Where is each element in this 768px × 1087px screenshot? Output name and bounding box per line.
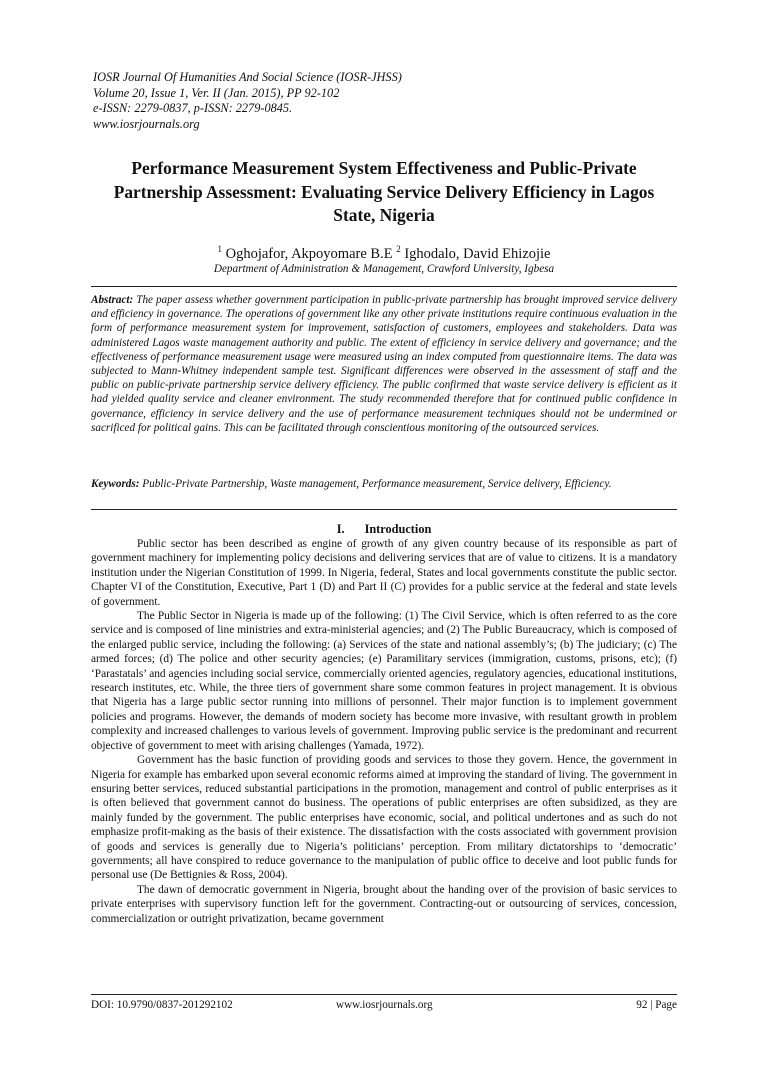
- abstract-top-rule: [91, 286, 677, 287]
- affiliation: Department of Administration & Management, Crawford University, Igbesa: [213, 263, 555, 275]
- author2-number: 2: [396, 244, 401, 254]
- abstract-bottom-rule: [91, 509, 677, 510]
- paragraph: The dawn of democratic government in Nigeria, brought about the handing over of the provision of basic services to private enterprises with supervisory function left for the government. Contracting-out or outsourcing of services, concession, commercialization or outright privatization, became government: [91, 883, 677, 925]
- abstract-label: Abstract:: [91, 294, 134, 306]
- journal-volume: Volume 20, Issue 1, Ver. II (Jan. 2015), PP 92-102: [93, 85, 340, 100]
- keywords-text: Public-Private Partnership, Waste management, Performance measurement, Service delivery, Efficiency.: [142, 478, 612, 490]
- keywords: [91, 477, 677, 491]
- footer-site[interactable]: www.iosrjournals.org: [336, 999, 433, 1011]
- section-heading: [91, 522, 677, 537]
- author2-name: Ighodalo, David Ehizojie: [404, 246, 551, 262]
- keywords-label: Keywords:: [91, 478, 140, 490]
- footer-page-number: 92 | Page: [636, 999, 677, 1011]
- paper-title: Performance Measurement System Effectiveness and Public-Private Partnership Assessment: Evaluating Service Delivery Efficiency in Lagos State, Nigeria: [113, 158, 655, 225]
- journal-issn: e-ISSN: 2279-0837, p-ISSN: 2279-0845.: [93, 101, 293, 115]
- footer-doi[interactable]: DOI: 10.9790/0837-201292102: [91, 999, 233, 1011]
- abstract: [91, 293, 677, 435]
- section-title: Introduction: [364, 522, 432, 536]
- author1-number: 1: [217, 244, 222, 254]
- author1-name: Oghojafor, Akpoyomare B.E: [225, 246, 393, 262]
- author-list: [100, 240, 668, 263]
- paragraph: Public sector has been described as engine of growth of any given country because of its responsible as part of government machinery for implementing policy decisions and delivering services that are of value to citizens. It is a mandatory institution under the Nigerian Constitution of 1999. In Nigeria, federal, States and local governments constitute the public sector. Chapter VI of the Constitution, Executive, Part 1 (D) and Part II (C) provides for a public service at the federal and state levels of government.: [91, 538, 677, 608]
- paragraph: The Public Sector in Nigeria is made up of the following: (1) The Civil Service, which is often referred to as the core service and is composed of line ministries and extra-ministerial agencies; and (2) The Public Bureaucracy, which is composed of the enlarged public service, including the following: (a) Services of the state and national assembly’s; (b) The judiciary; (c) The armed forces; (d) The police and other security agencies; (e) Paramilitary services (immigration, customs, prisons, etc); (f) ‘Parastatals’ and agencies including social service, commercially oriented agencies, regulatory agencies, educational institutions, research institutes, etc. While, the three tiers of government share some common features in project management. It is obvious that Nigeria has a large public sector running into millions of personnel. Their major function is to implement government policies and programs. However, the demands of modern society has become more invasive, with resultant growth in problem complexity and increased challenges to various levels of government. Improving public service is the predominant and recurrent objective of government to meet with arising challenges (Yamada, 1972).: [91, 610, 677, 752]
- journal-header: [93, 70, 593, 132]
- abstract-text: The paper assess whether government participation in public-private partnership has brought improved service delivery and efficiency in governance. The operations of government like any other private institutions require continuous evaluation in the form of performance measurement system for improvement, satisfaction of customers, employees and stakeholders. Data was administered Lagos waste management authority and public. The extent of efficiency in service delivery and governance; and the effectiveness of performance measurement usage were measured using an index computed from questionnaire items. The data was subjected to Mann-Whitney independent sample test. Significant differences were observed in the assessment of staff and the public on public-private partnership service delivery efficiency. The public confirmed that waste service delivery is efficient as it had yielded quality service and cleaner environment. The study recommended therefore that for continued public confidence in governance, efficiency in service delivery and the use of performance measurement techniques should not be undermined or sacrificed for political gains. This can be facilitated through conscientious monitoring of the outsourced services.: [91, 294, 678, 434]
- paragraph: Government has the basic function of providing goods and services to those they govern. Hence, the government in Nigeria for example has embarked upon several economic reforms aimed at improving the standard of living. The government in ensuring better services, reduced substantial participations in the promotion, management and control of public enterprises as it is often believed that government cannot do business. The operations of public enterprises are often subsidized, as they are mainly funded by the government. The public enterprises have economic, social, and political undertones and as such do not emphasize profit-making as the basis of their existence. The dissatisfaction with the costs associated with government provision of goods and services is generally due to Nigeria’s politicians’ perception. From military dictatorships to ‘democratic’ governments; all have conspired to reduce governance to the manipulation of public office to deceive and loot public funds for personal use (De Bettignies & Ross, 2004).: [91, 754, 677, 882]
- footer-rule: [91, 994, 677, 995]
- journal-url[interactable]: www.iosrjournals.org: [93, 116, 200, 131]
- section-number: I.: [336, 522, 345, 536]
- body-text: [91, 537, 677, 926]
- journal-name: IOSR Journal Of Humanities And Social Science (IOSR-JHSS): [93, 70, 402, 84]
